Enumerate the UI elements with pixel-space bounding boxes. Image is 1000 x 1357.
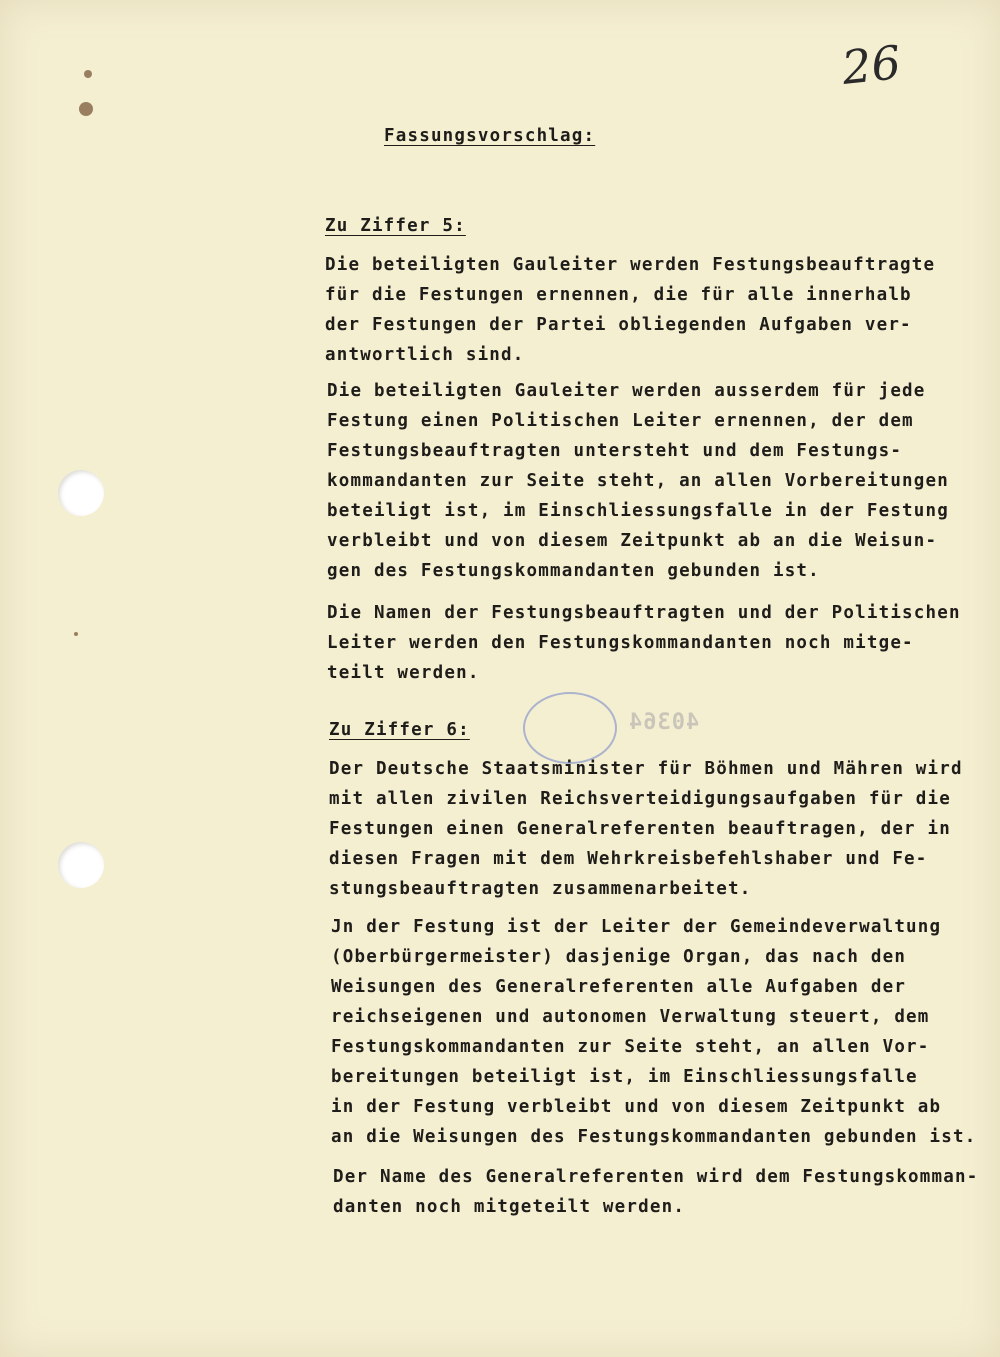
punch-hole (58, 842, 104, 888)
stamp-number: 40364 (628, 710, 700, 735)
page-number: 26 (839, 35, 904, 95)
ink-spot (79, 102, 93, 116)
section-6-paragraph-1: Der Deutsche Staatsminister für Böhmen und Mähren wird mit allen zivilen Reichsverteidigungsaufgaben für die Festungen einen Generalreferenten beauftragen, der in diesen Fragen mit dem Wehrkreisbefehlshaber und Fe- stungsbeauftragten zusammenarbeitet. (329, 759, 963, 899)
section-5-heading: Zu Ziffer 5: (325, 216, 466, 236)
section-6-paragraph-2: Jn der Festung ist der Leiter der Gemeindeverwaltung (Oberbürgermeister) dasjenige Organ, das nach den Weisungen des Generalreferenten alle Aufgaben der reichseigenen und autonomen Verwaltung steuert, dem Festungskommandanten zur Seite steht, an allen Vor- bereitungen beteiligt ist, im Einschliessungsfalle in der Festung verbleibt und von diesem Zeitpunkt ab an die Weisungen des Festungskommandanten gebunden ist. (331, 917, 977, 1147)
punch-hole (58, 470, 104, 516)
document-title: Fassungsvorschlag: (384, 126, 596, 146)
section-6-heading: Zu Ziffer 6: (329, 720, 470, 740)
section-6-paragraph-3: Der Name des Generalreferenten wird dem Festungskomman- danten noch mitgeteilt werden. (333, 1167, 979, 1217)
ink-spot (84, 70, 92, 78)
section-5-paragraph-3: Die Namen der Festungsbeauftragten und der Politischen Leiter werden den Festungskommandanten noch mitge- teilt werden. (327, 603, 961, 683)
section-5-paragraph-1: Die beteiligten Gauleiter werden Festungsbeauftragte für die Festungen ernennen, die für alle innerhalb der Festungen der Partei obliegenden Aufgaben ver- antwortlich sind. (325, 255, 936, 365)
section-5-paragraph-2: Die beteiligten Gauleiter werden ausserdem für jede Festung einen Politischen Leiter ernennen, der dem Festungsbeauftragten untersteht und dem Festungs- kommandanten zur Seite steht, an allen Vorbereitungen beteiligt ist, im Einschliessungsfalle in der Festung verbleibt und von diesem Zeitpunkt ab an die Weisun- gen des Festungskommandanten gebunden ist. (327, 381, 950, 581)
ink-spot (74, 632, 78, 636)
